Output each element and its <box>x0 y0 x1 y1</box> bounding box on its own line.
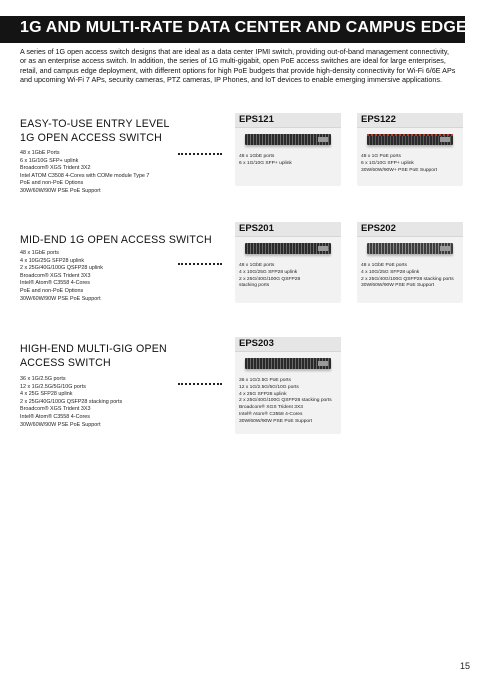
product-spec: 12 x 1G/2.5G/5G/10G ports <box>239 384 299 390</box>
spec-item: PoE and non-PoE Options <box>20 180 84 187</box>
spec-item: Broadcom® XGS Trident 3X3 <box>20 406 91 413</box>
spec-item: Intel® Atom® C3558 4-Cores <box>20 280 90 287</box>
product-name: EPS201 <box>235 222 341 237</box>
product-name: EPS121 <box>235 113 341 128</box>
spec-item: 30W/60W/90W PSE PoE Support <box>20 421 101 428</box>
spec-item: 30W/60W/90W PSE PoE Support <box>20 295 101 302</box>
spec-item: 4 x 25G SFP28 uplink <box>20 391 73 398</box>
spec-item: 6 x 1G/10G SFP+ uplink <box>20 157 79 164</box>
spec-item: Intel ATOM C3508 4-Cores with COMe module Type 7 <box>20 172 150 179</box>
switch-image <box>357 128 463 154</box>
product-card-eps121 <box>235 113 341 186</box>
product-specs <box>235 154 341 172</box>
product-spec: 6 x 1G/10G SFP+ uplink <box>239 160 292 166</box>
product-spec: 48 x 1G PoE ports <box>361 154 401 159</box>
product-spec: 2 x 25G/40G/100G QSFP28 <box>239 276 301 282</box>
spec-item: Broadcom® XGS Trident 3X3 <box>20 272 91 279</box>
product-spec: Intel® Atom® C3558 4-Cores <box>239 411 303 417</box>
spec-item: 30W/60W/90W PSE PoE Support <box>20 187 101 194</box>
product-spec: 2 x 25G/40G/100G QSFP28 stacking ports <box>361 276 454 282</box>
section-mid-end <box>20 233 220 303</box>
spec-item: 48 x 1GbE Ports <box>20 150 60 156</box>
product-card-eps122 <box>357 113 463 186</box>
section-specs <box>20 376 170 429</box>
dotted-connector <box>178 263 222 265</box>
product-spec: 36 x 1G/2.5G PoE ports <box>239 378 291 383</box>
product-spec: 4 x 25G SFP28 uplink <box>239 391 287 397</box>
product-spec: 48 x 1GbE ports <box>239 154 275 159</box>
switch-device-graphic <box>367 243 453 254</box>
product-name: EPS122 <box>357 113 463 128</box>
product-spec: 4 x 10G/25G SFP28 uplink <box>239 269 298 275</box>
dotted-connector <box>178 153 222 155</box>
section-title: MID-END 1G OPEN ACCESS SWITCH <box>20 234 212 246</box>
switch-image <box>235 128 341 154</box>
switch-device-graphic <box>245 358 331 369</box>
product-spec: 4 x 10G/25G SFP28 uplink <box>361 269 420 275</box>
product-specs <box>235 263 341 294</box>
product-spec: 48 x 1GbE ports <box>239 263 275 268</box>
product-name: EPS202 <box>357 222 463 237</box>
spec-item: 4 x 10G/25G SFP28 uplink <box>20 257 85 264</box>
product-spec: 2 x 25G/40G/100G QSFP28 stacking ports <box>239 398 332 404</box>
product-card-eps202 <box>357 222 463 303</box>
product-spec: 30W/60W/90W PSE PoE Support <box>239 418 313 424</box>
spec-item: 2 x 25G/40G/100G QSFP28 stacking ports <box>20 398 123 405</box>
spec-item: 36 x 1G/2.5G ports <box>20 376 66 382</box>
spec-item: Intel® Atom® C3558 4-Cores <box>20 413 90 420</box>
page-number: 15 <box>460 661 471 671</box>
dotted-connector <box>178 383 222 385</box>
section-title: EASY-TO-USE ENTRY LEVEL 1G OPEN ACCESS SWITCH <box>20 118 170 144</box>
switch-image <box>357 237 463 263</box>
title-bar <box>0 16 465 43</box>
spec-item: Broadcom® XGS Trident 3X2 <box>20 165 91 172</box>
spec-item: 2 x 25G/40G/100G QSFP28 uplink <box>20 265 104 272</box>
product-spec: stacking ports <box>239 283 270 289</box>
section-entry-level <box>20 117 185 196</box>
product-specs <box>235 378 341 430</box>
product-specs <box>357 263 463 294</box>
product-card-eps203 <box>235 337 341 434</box>
spec-item: PoE and non-PoE Options <box>20 287 84 294</box>
switch-device-graphic <box>367 134 453 145</box>
product-card-eps201 <box>235 222 341 303</box>
product-specs <box>357 154 463 178</box>
product-spec: 30W/60W/90W PSE PoE Support <box>361 283 435 289</box>
product-spec: Broadcom® XGS Trident 3X3 <box>239 405 303 411</box>
section-specs <box>20 250 220 303</box>
switch-image <box>235 352 341 378</box>
section-specs <box>20 150 185 196</box>
section-title: HIGH-END MULTI-GIG OPEN ACCESS SWITCH <box>20 343 167 369</box>
switch-device-graphic <box>245 134 331 145</box>
product-spec: 6 x 1G/10G SFP+ uplink <box>361 160 414 166</box>
intro-paragraph: A series of 1G open access switch designs that are ideal as a data center IPMI switch, providing out-of-band management connectivity, or as an enterprise access switch. In addition, the series of 1G multi-gigabit, open PoE access switches are ideal for large enterprises, retail, and campus edge deployment, with different options for high PoE budgets that provide high-density connectivity for Wi-Fi 6/6E APs and upcoming Wi-Fi 7 APs, security cameras, PTZ cameras, IP Phones, and IoT devices to enable emerging immersive applications. <box>20 47 456 85</box>
spec-item: 12 x 1G/2.5G/5G/10G ports <box>20 383 86 390</box>
page-title: 1G AND MULTI-RATE DATA CENTER AND CAMPUS EDGE <box>20 19 467 36</box>
product-spec: 30W/60W/90W+ PSE PoE Support <box>361 167 437 173</box>
switch-device-graphic <box>245 243 331 254</box>
spec-item: 48 x 1GbE ports <box>20 250 59 256</box>
product-spec: 48 x 1GbE PoE ports <box>361 263 407 268</box>
switch-image <box>235 237 341 263</box>
product-name: EPS203 <box>235 337 341 352</box>
section-high-end <box>20 342 170 429</box>
